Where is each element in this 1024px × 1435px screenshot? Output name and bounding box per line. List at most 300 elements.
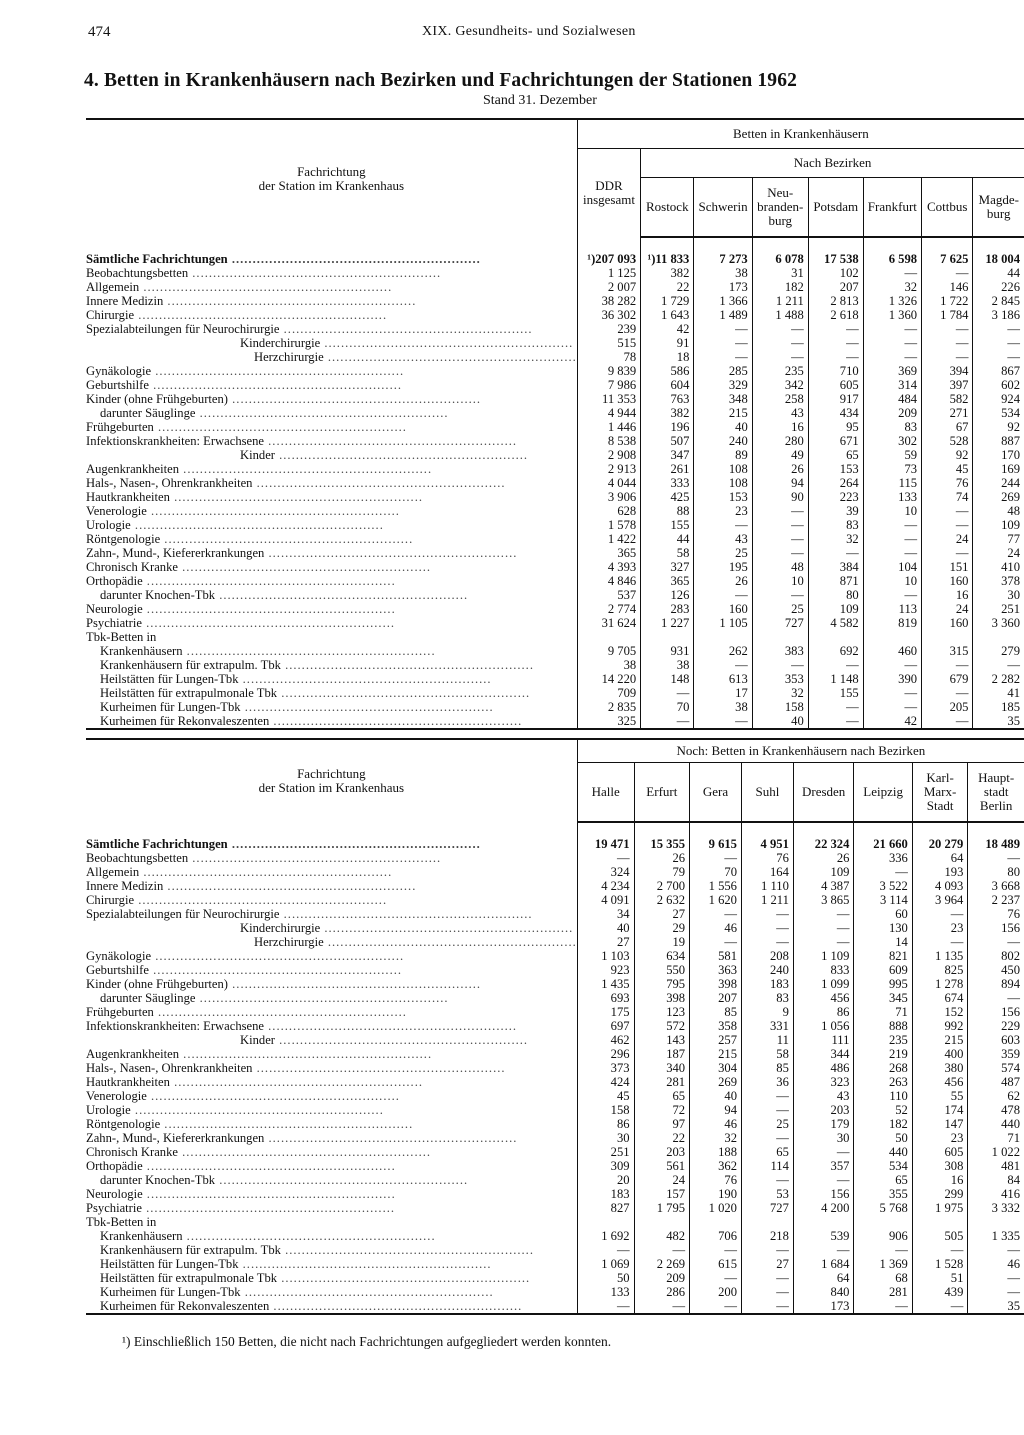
- cell-value: 4 944: [577, 406, 640, 420]
- cell-value: [641, 630, 694, 644]
- cell-value: 3 522: [854, 879, 912, 893]
- table-row: [86, 865, 1024, 879]
- cell-value: 20 279: [912, 837, 968, 851]
- cell-value: 802: [968, 949, 1024, 963]
- table-row: [86, 1187, 1024, 1201]
- cell-value: 1 488: [752, 308, 808, 322]
- cell-value: 268: [854, 1061, 912, 1075]
- cell-value: 156: [793, 1187, 854, 1201]
- row-label: Orthopädie ............................................................: [86, 574, 396, 588]
- row-label: darunter Säuglinge ............................................................: [100, 406, 449, 420]
- col-header-neubrandenburg: Neu- branden- burg: [752, 178, 808, 238]
- cell-value: —: [752, 322, 808, 336]
- col-header-leipzig: Leipzig: [854, 763, 912, 823]
- cell-value: 1 022: [968, 1145, 1024, 1159]
- cell-value: [968, 1215, 1024, 1229]
- cell-value: 1 366: [694, 294, 752, 308]
- cell-value: 68: [854, 1271, 912, 1285]
- cell-value: 83: [808, 518, 863, 532]
- table-row: [86, 1075, 1024, 1089]
- cell-value: 528: [922, 434, 973, 448]
- table-row: [86, 336, 1024, 350]
- cell-value: 671: [808, 434, 863, 448]
- cell-value: 26: [752, 462, 808, 476]
- cell-value: —: [577, 851, 634, 865]
- cell-value: 314: [863, 378, 921, 392]
- cell-value: 10: [752, 574, 808, 588]
- table-row: [86, 252, 1024, 266]
- stub-header: Fachrichtung der Station im Krankenhaus: [86, 119, 577, 237]
- row-label: Chronisch Kranke ............................................................: [86, 560, 432, 574]
- cell-value: 331: [741, 1019, 793, 1033]
- cell-value: 32: [752, 686, 808, 700]
- cell-value: —: [968, 935, 1024, 949]
- table-row: [86, 1173, 1024, 1187]
- cell-value: 215: [694, 406, 752, 420]
- cell-value: 30: [973, 588, 1024, 602]
- cell-value: 382: [641, 266, 694, 280]
- cell-value: [808, 630, 863, 644]
- cell-value: 603: [968, 1033, 1024, 1047]
- cell-value: 42: [863, 714, 921, 729]
- cell-value: 615: [690, 1257, 742, 1271]
- cell-value: 196: [641, 420, 694, 434]
- row-label: Psychiatrie ............................................................: [86, 1201, 396, 1215]
- cell-value: —: [741, 1103, 793, 1117]
- table-row: [86, 949, 1024, 963]
- cell-value: 390: [863, 672, 921, 686]
- cell-value: 1 148: [808, 672, 863, 686]
- table-row: [86, 991, 1024, 1005]
- cell-value: —: [577, 1299, 634, 1314]
- cell-value: 80: [968, 865, 1024, 879]
- cell-value: —: [793, 907, 854, 921]
- row-label: Kurheimen für Lungen-Tbk ............................................................: [100, 1285, 494, 1299]
- cell-value: 867: [973, 364, 1024, 378]
- cell-value: 16: [912, 1173, 968, 1187]
- cell-value: 187: [634, 1047, 690, 1061]
- table-row: [86, 616, 1024, 630]
- cell-value: 83: [863, 420, 921, 434]
- cell-value: 44: [641, 532, 694, 546]
- cell-value: 325: [577, 714, 640, 729]
- cell-value: 94: [690, 1103, 742, 1117]
- row-label: Psychiatrie ............................................................: [86, 616, 396, 630]
- cell-value: 115: [863, 476, 921, 490]
- cell-value: —: [854, 865, 912, 879]
- cell-value: 1 795: [634, 1201, 690, 1215]
- cell-value: —: [863, 322, 921, 336]
- cell-value: 17 538: [808, 252, 863, 266]
- cell-value: 114: [741, 1159, 793, 1173]
- row-label: Sämtliche Fachrichtungen ............................................................: [86, 837, 481, 851]
- row-label: Heilstätten für Lungen-Tbk ............................................................: [100, 1257, 492, 1271]
- cell-value: —: [741, 1131, 793, 1145]
- cell-value: —: [577, 1243, 634, 1257]
- cell-value: 460: [863, 644, 921, 658]
- cell-value: —: [922, 658, 973, 672]
- cell-value: 229: [968, 1019, 1024, 1033]
- cell-value: 439: [912, 1285, 968, 1299]
- row-label: Kinderchirurgie ............................................................: [240, 336, 574, 350]
- cell-value: 6 078: [752, 252, 808, 266]
- table-row: [86, 266, 1024, 280]
- cell-value: 39: [808, 504, 863, 518]
- cell-value: 992: [912, 1019, 968, 1033]
- cell-value: 58: [641, 546, 694, 560]
- cell-value: 906: [854, 1229, 912, 1243]
- row-label: darunter Knochen-Tbk ............................................................: [100, 1173, 469, 1187]
- row-label: Urologie ............................................................: [86, 518, 384, 532]
- cell-value: 581: [690, 949, 742, 963]
- cell-value: 123: [634, 1005, 690, 1019]
- table-row: [86, 1061, 1024, 1075]
- table-row: [86, 879, 1024, 893]
- cell-value: 173: [694, 280, 752, 294]
- col-header-karl-marx-stadt: Karl- Marx- Stadt: [912, 763, 968, 823]
- cell-value: 50: [854, 1131, 912, 1145]
- cell-value: —: [863, 350, 921, 364]
- cell-value: 90: [752, 490, 808, 504]
- cell-value: 8 538: [577, 434, 640, 448]
- cell-value: 283: [641, 602, 694, 616]
- cell-value: 2 632: [634, 893, 690, 907]
- cell-value: 2 845: [973, 294, 1024, 308]
- cell-value: 113: [863, 602, 921, 616]
- cell-value: —: [922, 546, 973, 560]
- cell-value: 30: [577, 1131, 634, 1145]
- cell-value: 416: [968, 1187, 1024, 1201]
- table-row: [86, 837, 1024, 851]
- col-header-ddr: DDR insgesamt: [577, 149, 640, 238]
- cell-value: [973, 630, 1024, 644]
- row-label: darunter Knochen-Tbk ............................................................: [100, 588, 469, 602]
- cell-value: —: [912, 935, 968, 949]
- row-label: Tbk-Betten in: [86, 1215, 157, 1229]
- cell-value: 1 784: [922, 308, 973, 322]
- cell-value: 244: [973, 476, 1024, 490]
- cell-value: 40: [690, 1089, 742, 1103]
- table-body: [86, 237, 1024, 729]
- cell-value: —: [808, 350, 863, 364]
- cell-value: —: [752, 546, 808, 560]
- cell-value: —: [752, 336, 808, 350]
- cell-value: 394: [922, 364, 973, 378]
- cell-value: 833: [793, 963, 854, 977]
- cell-value: 52: [854, 1103, 912, 1117]
- col-header-dresden: Dresden: [793, 763, 854, 823]
- cell-value: 4 387: [793, 879, 854, 893]
- table-row: [86, 644, 1024, 658]
- cell-value: —: [741, 921, 793, 935]
- cell-value: —: [968, 991, 1024, 1005]
- cell-value: 450: [968, 963, 1024, 977]
- cell-value: 86: [793, 1005, 854, 1019]
- cell-value: 4 951: [741, 837, 793, 851]
- cell-value: 561: [634, 1159, 690, 1173]
- cell-value: 263: [854, 1075, 912, 1089]
- cell-value: 888: [854, 1019, 912, 1033]
- table-row: [86, 406, 1024, 420]
- cell-value: 30: [793, 1131, 854, 1145]
- cell-value: —: [912, 907, 968, 921]
- row-label: Heilstätten für Lungen-Tbk ............................................................: [100, 672, 492, 686]
- cell-value: 269: [690, 1075, 742, 1089]
- cell-value: 2 913: [577, 462, 640, 476]
- cell-value: 2 237: [968, 893, 1024, 907]
- cell-value: 109: [973, 518, 1024, 532]
- cell-value: 353: [752, 672, 808, 686]
- table-row: [86, 1005, 1024, 1019]
- table-row: [86, 434, 1024, 448]
- table-row: [86, 935, 1024, 949]
- table-body: [86, 822, 1024, 1314]
- cell-value: 1 643: [641, 308, 694, 322]
- cell-value: —: [863, 700, 921, 714]
- cell-value: 25: [752, 602, 808, 616]
- cell-value: 160: [922, 574, 973, 588]
- table-row: [86, 686, 1024, 700]
- cell-value: 160: [694, 602, 752, 616]
- row-label: Kinder (ohne Frühgeburten) ............................................................: [86, 977, 482, 991]
- cell-value: 357: [793, 1159, 854, 1173]
- cell-value: 281: [854, 1285, 912, 1299]
- cell-value: 18: [641, 350, 694, 364]
- cell-value: 209: [634, 1271, 690, 1285]
- row-label: Herzchirurgie ............................................................: [254, 935, 577, 949]
- row-label: Beobachtungsbetten ............................................................: [86, 851, 442, 865]
- row-label: Tbk-Betten in: [86, 630, 157, 644]
- cell-value: 2 813: [808, 294, 863, 308]
- cell-value: 109: [808, 602, 863, 616]
- cell-value: 88: [641, 504, 694, 518]
- cell-value: 821: [854, 949, 912, 963]
- cell-value: —: [641, 714, 694, 729]
- cell-value: 462: [577, 1033, 634, 1047]
- cell-value: 195: [694, 560, 752, 574]
- cell-value: 539: [793, 1229, 854, 1243]
- table-beds-part-1: [86, 118, 1024, 730]
- cell-value: 4 582: [808, 616, 863, 630]
- cell-value: 147: [912, 1117, 968, 1131]
- cell-value: 4 093: [912, 879, 968, 893]
- cell-value: 1 556: [690, 879, 742, 893]
- row-label: darunter Säuglinge ............................................................: [100, 991, 449, 1005]
- row-label: Innere Medizin ............................................................: [86, 294, 417, 308]
- cell-value: 1 620: [690, 893, 742, 907]
- table-row: [86, 1019, 1024, 1033]
- cell-value: 602: [973, 378, 1024, 392]
- cell-value: 104: [863, 560, 921, 574]
- cell-value: 155: [808, 686, 863, 700]
- table-row: [86, 1285, 1024, 1299]
- table-row: [86, 1299, 1024, 1314]
- cell-value: 424: [577, 1075, 634, 1089]
- cell-value: 1 684: [793, 1257, 854, 1271]
- col-header-gera: Gera: [690, 763, 742, 823]
- cell-value: 55: [912, 1089, 968, 1103]
- cell-value: 108: [694, 476, 752, 490]
- cell-value: 2 618: [808, 308, 863, 322]
- cell-value: —: [694, 658, 752, 672]
- cell-value: [690, 1215, 742, 1229]
- cell-value: 302: [863, 434, 921, 448]
- cell-value: 24: [922, 602, 973, 616]
- row-label: Kurheimen für Rekonvaleszenten ............................................................: [86, 714, 577, 729]
- cell-value: 84: [968, 1173, 1024, 1187]
- cell-value: 130: [854, 921, 912, 935]
- cell-value: —: [752, 504, 808, 518]
- cell-value: 1 435: [577, 977, 634, 991]
- col-header-berlin: Haupt- stadt Berlin: [968, 763, 1024, 823]
- cell-value: 38: [694, 700, 752, 714]
- cell-value: 380: [912, 1061, 968, 1075]
- cell-value: 261: [641, 462, 694, 476]
- cell-value: —: [694, 588, 752, 602]
- row-label: Hautkrankheiten ............................................................: [86, 1075, 423, 1089]
- cell-value: —: [922, 266, 973, 280]
- row-label: Kinder (ohne Frühgeburten) ............................................................: [86, 392, 482, 406]
- cell-value: 173: [793, 1299, 854, 1314]
- cell-value: 1 020: [690, 1201, 742, 1215]
- cell-value: —: [922, 518, 973, 532]
- cell-value: 362: [690, 1159, 742, 1173]
- table-row: [86, 420, 1024, 434]
- cell-value: 34: [577, 907, 634, 921]
- cell-value: 111: [793, 1033, 854, 1047]
- cell-value: 304: [690, 1061, 742, 1075]
- table-row: [86, 893, 1024, 907]
- cell-value: 40: [577, 921, 634, 935]
- cell-value: —: [808, 322, 863, 336]
- cell-value: 152: [912, 1005, 968, 1019]
- cell-value: —: [922, 336, 973, 350]
- cell-value: —: [694, 518, 752, 532]
- cell-value: 11: [741, 1033, 793, 1047]
- cell-value: 1 692: [577, 1229, 634, 1243]
- row-label: Venerologie ............................................................: [86, 1089, 400, 1103]
- stub-header: Fachrichtung der Station im Krankenhaus: [86, 739, 577, 822]
- cell-value: 19 471: [577, 837, 634, 851]
- table-row: [86, 714, 1024, 729]
- cell-value: 157: [634, 1187, 690, 1201]
- cell-value: 71: [968, 1131, 1024, 1145]
- cell-value: 271: [922, 406, 973, 420]
- row-label: Augenkrankheiten ............................................................: [86, 462, 433, 476]
- cell-value: 60: [854, 907, 912, 921]
- cell-value: —: [634, 1299, 690, 1314]
- cell-value: 634: [634, 949, 690, 963]
- cell-value: 398: [690, 977, 742, 991]
- row-label: Orthopädie ............................................................: [86, 1159, 396, 1173]
- table-row: [86, 1047, 1024, 1061]
- col-header-frankfurt: Frankfurt: [863, 178, 921, 238]
- cell-value: 269: [973, 490, 1024, 504]
- row-label: Neurologie ............................................................: [86, 602, 396, 616]
- cell-value: 18 489: [968, 837, 1024, 851]
- cell-value: [922, 630, 973, 644]
- cell-value: 179: [793, 1117, 854, 1131]
- table-row: [86, 490, 1024, 504]
- row-label: Kinder ............................................................: [240, 448, 529, 462]
- footnote: ¹) Einschließlich 150 Betten, die nicht nach Fachrichtungen aufgegliedert werden konnten.: [122, 1334, 612, 1349]
- cell-value: —: [741, 1243, 793, 1257]
- cell-value: 16: [922, 588, 973, 602]
- cell-value: 505: [912, 1229, 968, 1243]
- table-row: [86, 350, 1024, 364]
- cell-value: 79: [634, 865, 690, 879]
- cell-value: 369: [863, 364, 921, 378]
- cell-value: 365: [641, 574, 694, 588]
- table-row: [86, 560, 1024, 574]
- cell-value: 19: [634, 935, 690, 949]
- table-row: [86, 294, 1024, 308]
- cell-value: 85: [690, 1005, 742, 1019]
- cell-value: 340: [634, 1061, 690, 1075]
- cell-value: 218: [741, 1229, 793, 1243]
- cell-value: 89: [694, 448, 752, 462]
- cell-value: 143: [634, 1033, 690, 1047]
- cell-value: 45: [922, 462, 973, 476]
- cell-value: —: [694, 336, 752, 350]
- cell-value: —: [808, 546, 863, 560]
- cell-value: —: [912, 1299, 968, 1314]
- cell-value: 203: [634, 1145, 690, 1159]
- cell-value: —: [863, 658, 921, 672]
- table-row: [86, 378, 1024, 392]
- cell-value: 507: [641, 434, 694, 448]
- cell-value: 158: [577, 1103, 634, 1117]
- group-header: Noch: Betten in Krankenhäusern nach Bezirken: [577, 739, 1024, 763]
- row-label: Chronisch Kranke ............................................................: [86, 1145, 432, 1159]
- cell-value: [694, 630, 752, 644]
- cell-value: 924: [973, 392, 1024, 406]
- cell-value: 41: [973, 686, 1024, 700]
- cell-value: 9: [741, 1005, 793, 1019]
- row-label: Zahn-, Mund-, Kiefererkrankungen ............................................................: [86, 1131, 518, 1145]
- cell-value: [854, 1215, 912, 1229]
- cell-value: 7 625: [922, 252, 973, 266]
- cell-value: 795: [634, 977, 690, 991]
- cell-value: 48: [752, 560, 808, 574]
- cell-value: 240: [694, 434, 752, 448]
- cell-value: 64: [912, 851, 968, 865]
- cell-value: 97: [634, 1117, 690, 1131]
- cell-value: 613: [694, 672, 752, 686]
- cell-value: 342: [752, 378, 808, 392]
- cell-value: ¹)11 833: [641, 252, 694, 266]
- cell-value: 16: [752, 420, 808, 434]
- cell-value: 280: [752, 434, 808, 448]
- cell-value: 92: [973, 420, 1024, 434]
- cell-value: —: [968, 1243, 1024, 1257]
- cell-value: 3 114: [854, 893, 912, 907]
- cell-value: 83: [741, 991, 793, 1005]
- col-header-suhl: Suhl: [741, 763, 793, 823]
- cell-value: 397: [922, 378, 973, 392]
- cell-value: 24: [634, 1173, 690, 1187]
- cell-value: 109: [793, 865, 854, 879]
- row-label: Venerologie ............................................................: [86, 504, 400, 518]
- cell-value: 440: [854, 1145, 912, 1159]
- col-header-erfurt: Erfurt: [634, 763, 690, 823]
- cell-value: —: [808, 714, 863, 729]
- cell-value: 262: [694, 644, 752, 658]
- cell-value: 31: [752, 266, 808, 280]
- cell-value: 14: [854, 935, 912, 949]
- cell-value: 1 110: [741, 879, 793, 893]
- cell-value: 164: [741, 865, 793, 879]
